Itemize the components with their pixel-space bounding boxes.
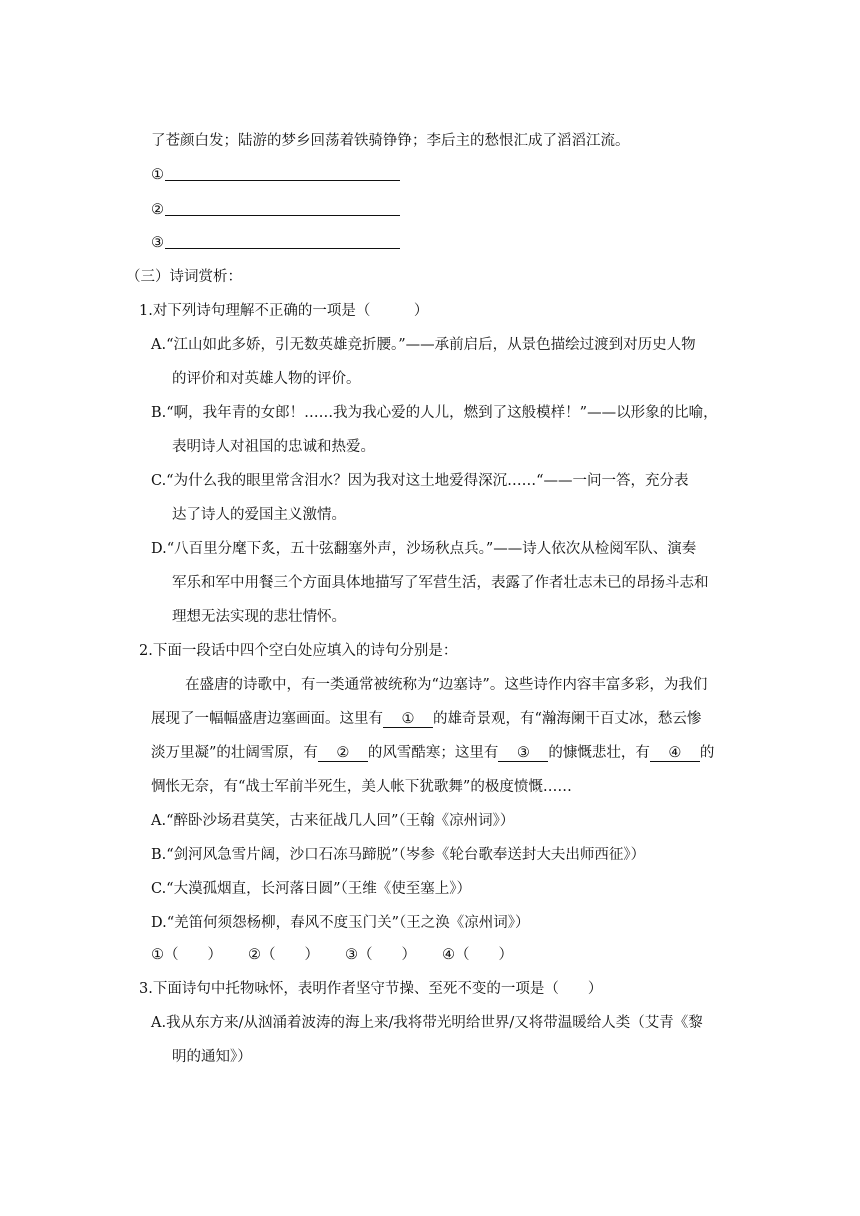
passage-text: 淡万里凝”的壮阔雪原，有 [151, 745, 318, 761]
passage-text: 的雄奇景观，有“瀚海阑干百丈冰，愁云惨 [433, 711, 702, 727]
q1-option-d-line2: 军乐和军中用餐三个方面具体地描写了军营生活，表露了作者壮志未已的昂扬斗志和 [172, 575, 709, 591]
q1-option-b-line2: 表明诗人对祖国的忠诚和热爱。 [172, 439, 375, 455]
top-text-line: 了苍颜白发；陆游的梦乡回荡着铁骑铮铮；李后主的愁恨汇成了滔滔江流。 [151, 133, 630, 149]
answer-slot-4: ④（ ） [442, 947, 513, 963]
blank-number: ② [151, 202, 164, 218]
answer-line [165, 234, 400, 249]
q2-passage-line3 [151, 743, 714, 763]
q1-option-a-line1: A.“江山如此多娇，引无数英雄竞折腰。”——承前启后，从景色描绘过渡到对历史人物 [151, 337, 696, 353]
fill-blank-3: ③ [498, 745, 548, 762]
fill-blank-2: ② [318, 745, 368, 762]
q1-option-c-line2: 达了诗人的爱国主义激情。 [172, 507, 346, 523]
blank-number: ① [151, 167, 164, 183]
fill-blank-4: ④ [650, 745, 700, 762]
question-3-stem: 3.下面诗句中托物咏怀，表明作者坚守节操、至死不变的一项是（ ） [139, 981, 603, 997]
blank-number: ③ [151, 235, 164, 251]
answer-slot-2: ②（ ） [248, 947, 319, 963]
q1-option-a-line2: 的评价和对英雄人物的评价。 [172, 371, 361, 387]
passage-text: 的风雪酷寒；这里有 [367, 745, 499, 761]
passage-text: 的 [699, 745, 715, 761]
q2-option-c: C.“大漠孤烟直，长河落日圆”（王维《使至塞上》） [151, 881, 472, 897]
q2-option-b: B.“剑河风急雪片阔，沙口石冻马蹄脱”（岑参《轮台歌奉送封大夫出师西征》） [151, 847, 646, 863]
answer-line [165, 166, 400, 181]
passage-text: 的慷慨悲壮，有 [548, 745, 650, 761]
answer-blank-3 [151, 233, 400, 253]
q2-passage-line1: 在盛唐的诗歌中，有一类通常被统称为“边塞诗”。这些诗作内容丰富多彩，为我们 [185, 677, 708, 693]
passage-text: 展现了一幅幅盛唐边塞画面。这里有 [151, 711, 383, 727]
q3-option-a-line2: 明的通知》） [172, 1049, 252, 1065]
q1-option-d-line3: 理想无法实现的悲壮情怀。 [172, 609, 346, 625]
q2-passage-line2 [151, 709, 701, 729]
q1-option-b-line1: B.“啊，我年青的女郎！……我为我心爱的人儿，燃到了这般模样！”——以形象的比喻， [151, 405, 718, 421]
q2-passage-line4: 惆怅无奈，有“战士军前半死生，美人帐下犹歌舞”的极度愤慨…… [151, 779, 572, 795]
answer-slot-1: ①（ ） [151, 947, 222, 963]
q1-option-d-line1: D.“八百里分麾下炙，五十弦翻塞外声，沙场秋点兵。”——诗人依次从检阅军队、演奏 [151, 541, 697, 557]
q1-option-c-line1: C.“为什么我的眼里常含泪水？因为我对这土地爱得深沉……“——一问一答，充分表 [151, 473, 689, 489]
answer-blank-1 [151, 165, 400, 185]
question-1-stem: 1.对下列诗句理解不正确的一项是（ ） [139, 303, 429, 319]
q2-answer-row [151, 945, 539, 965]
answer-slot-3: ③（ ） [345, 947, 416, 963]
section-title: （三）诗词赏析： [126, 269, 242, 285]
q2-option-d: D.“羌笛何须怨杨柳，春风不度玉门关”（王之涣《凉州词》） [151, 915, 530, 931]
question-2-stem: 2.下面一段话中四个空白处应填入的诗句分别是： [139, 643, 458, 659]
q2-option-a: A.“醉卧沙场君莫笑，古来征战几人回”（王翰《凉州词》） [151, 813, 515, 829]
fill-blank-1: ① [383, 711, 433, 728]
answer-blank-2 [151, 200, 400, 220]
q3-option-a-line1: A.我从东方来/从汹涌着波涛的海上来/我将带光明给世界/又将带温暖给人类（艾青《黎 [151, 1015, 703, 1031]
answer-line [165, 201, 400, 216]
